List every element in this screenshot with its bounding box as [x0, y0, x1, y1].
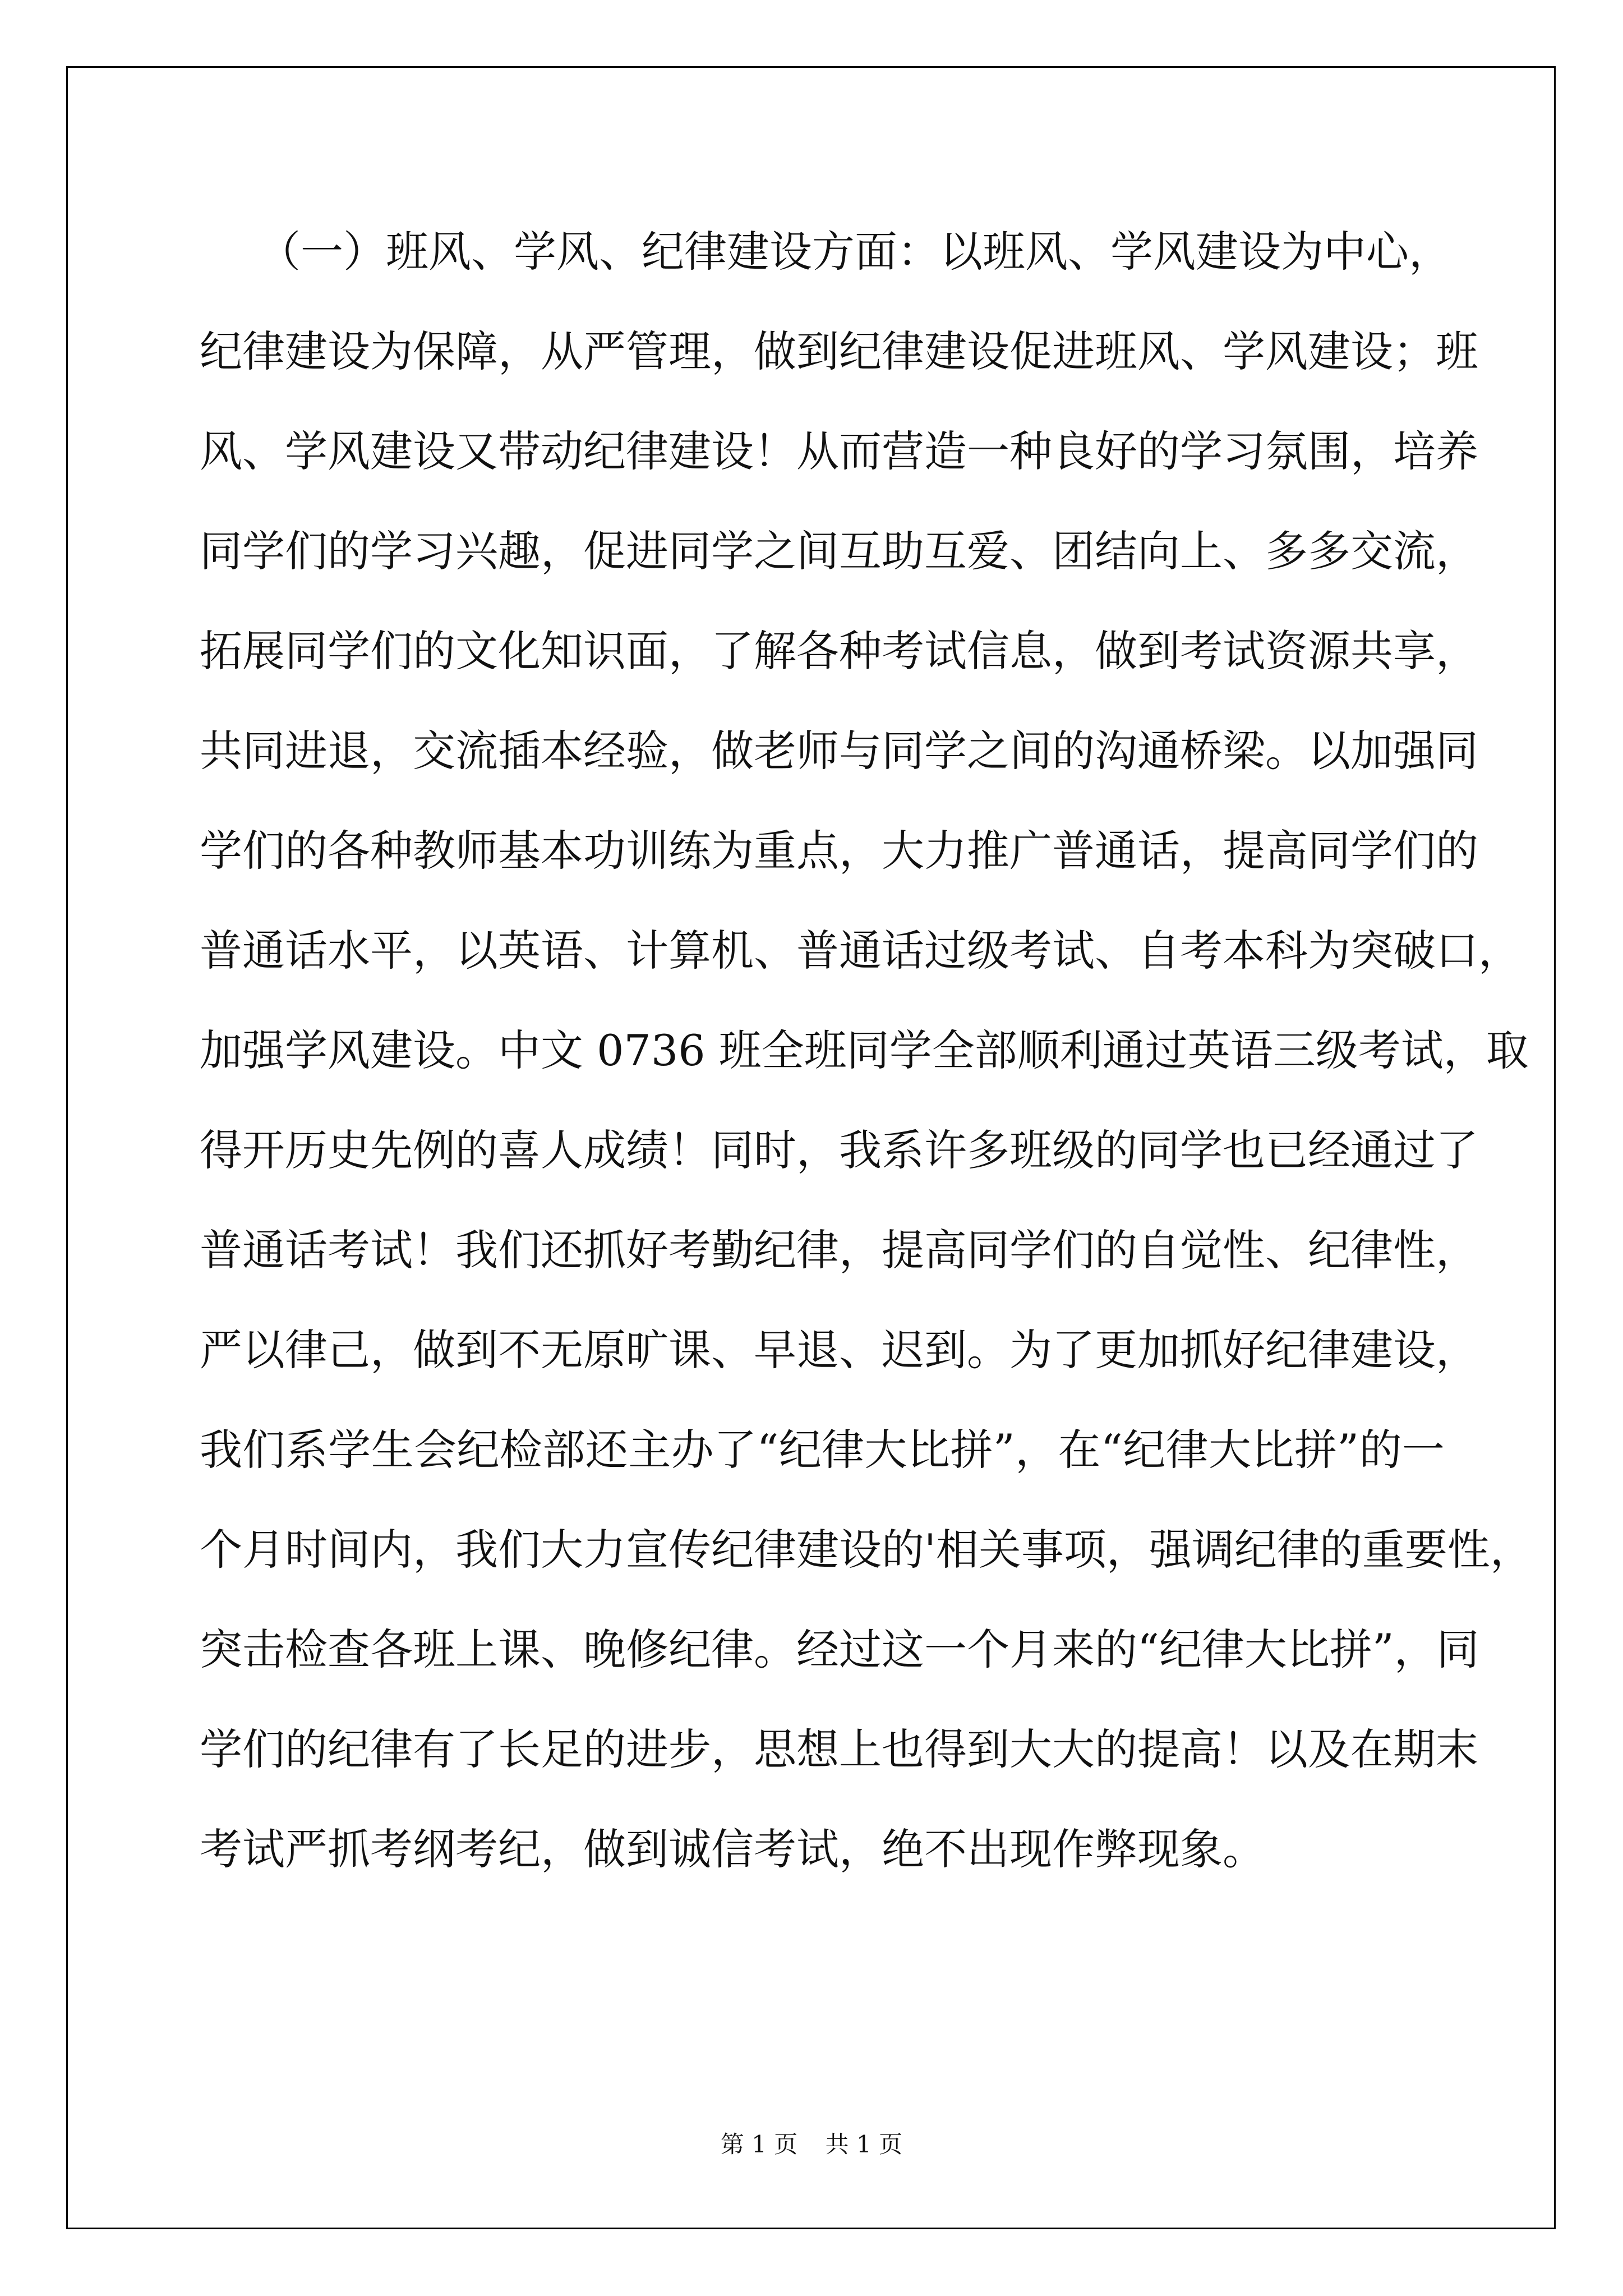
paragraph-line: 得开历史先例的喜人成绩！同时，我系许多班级的同学也已经通过了 — [200, 1125, 1478, 1175]
paragraph-line: 学们的纪律有了长足的进步，思想上也得到大大的提高！以及在期末 — [200, 1724, 1478, 1774]
paragraph-line: 我们系学生会纪检部还主办了“纪律大比拼”，在“纪律大比拼”的一 — [200, 1425, 1445, 1475]
paragraph-line: 风、学风建设又带动纪律建设！从而营造一种良好的学习氛围，培养 — [200, 426, 1478, 476]
paragraph-line: 普通话考试！我们还抓好考勤纪律，提高同学们的自觉性、纪律性， — [200, 1225, 1478, 1275]
paragraph-line: 纪律建设为保障，从严管理，做到纪律建设促进班风、学风建设；班 — [200, 326, 1478, 376]
paragraph-line: 学们的各种教师基本功训练为重点，大力推广普通话，提高同学们的 — [200, 826, 1478, 876]
paragraph-line: 同学们的学习兴趣，促进同学之间互助互爱、团结向上、多多交流， — [200, 526, 1478, 576]
body-paragraph — [200, 202, 1533, 1899]
paragraph-line: （一）班风、学风、纪律建设方面：以班风、学风建设为中心， — [258, 227, 1451, 277]
page-footer — [0, 2126, 1623, 2160]
paragraph-line: 严以律己，做到不无原旷课、早退、迟到。为了更加抓好纪律建设， — [200, 1325, 1478, 1375]
paragraph-line: 考试严抓考纲考纪，做到诚信考试，绝不出现作弊现象。 — [200, 1824, 1265, 1874]
paragraph-line: 共同进退，交流插本经验，做老师与同学之间的沟通桥梁。以加强同 — [200, 726, 1478, 776]
page-number-total: 共 1 页 — [825, 2131, 903, 2158]
paragraph-line: 普通话水平，以英语、计算机、普通话过级考试、自考本科为突破口， — [200, 926, 1521, 976]
paragraph-line: 突击检查各班上课、晚修纪律。经过这一个月来的“纪律大比拼”，同 — [200, 1625, 1479, 1674]
paragraph-line: 个月时间内，我们大力宣传纪律建设的'相关事项，强调纪律的重要性， — [200, 1525, 1533, 1575]
paragraph-line: 加强学风建设。中文 0736 班全班同学全部顺利通过英语三级考试，取 — [200, 1025, 1529, 1075]
paragraph-line: 拓展同学们的文化知识面，了解各种考试信息，做到考试资源共享， — [200, 626, 1478, 676]
page-number-current: 第 1 页 — [720, 2131, 798, 2158]
